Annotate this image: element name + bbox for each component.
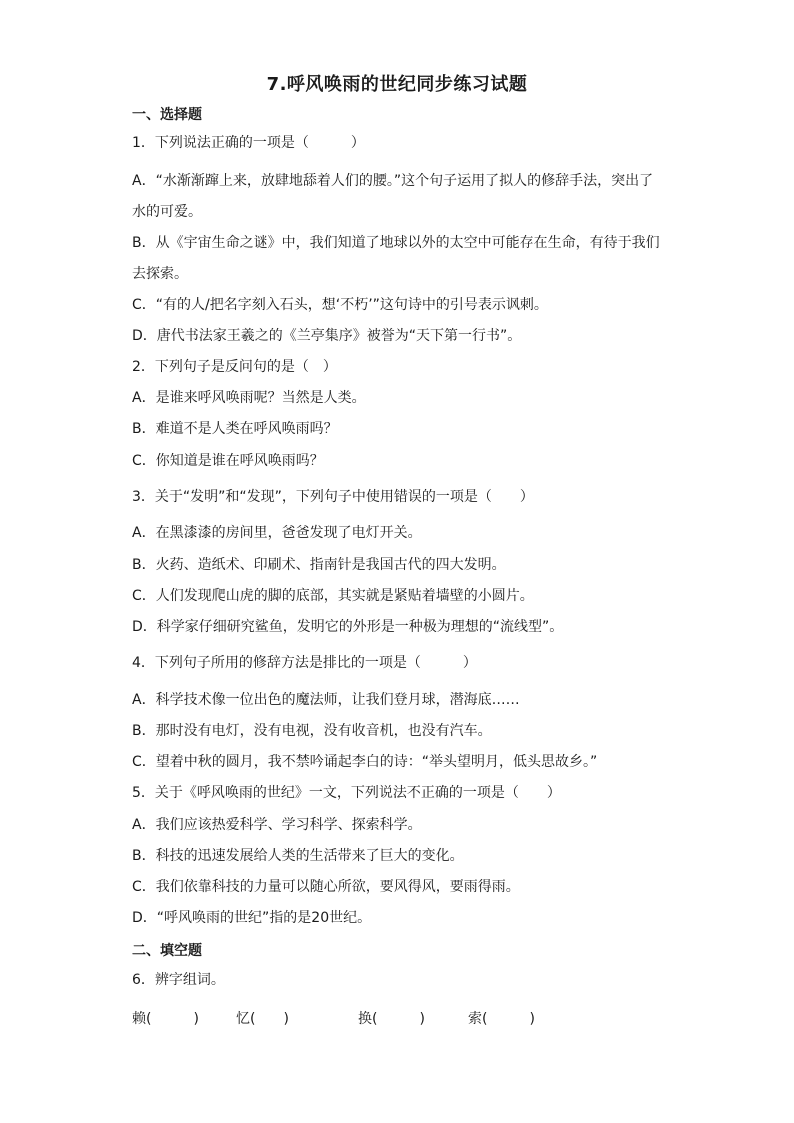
question-6-stem: 6．辨字组词。 — [132, 972, 225, 988]
question-1-option-b: B．从《宇宙生命之谜》中，我们知道了地球以外的太空中可能存在生命，有待于我们 — [132, 235, 660, 251]
question-3-option-d: D．科学家仔细研究鲨鱼，发明它的外形是一种极为理想的“流线型”。 — [132, 619, 564, 635]
question-2-option-b: B．难道不是人类在呼风唤雨吗？ — [132, 421, 338, 437]
question-5-stem: 5．关于《呼风唤雨的世纪》一文，下列说法不正确的一项是（ ） — [132, 785, 561, 801]
question-2-option-a: A．是谁来呼风唤雨呢？当然是人类。 — [132, 390, 366, 406]
question-5-option-c: C．我们依靠科技的力量可以随心所欲，要风得风，要雨得雨。 — [132, 879, 520, 895]
question-3-option-c: C．人们发现爬山虎的脚的底部，其实就是紧贴着墙壁的小圆片。 — [132, 588, 534, 604]
word-blank-huan[interactable]: 换( ) — [358, 1011, 425, 1027]
question-1-option-d: D．唐代书法家王羲之的《兰亭集序》被誉为“天下第一行书”。 — [132, 328, 522, 344]
word-blank-lai[interactable]: 赖( ) — [132, 1011, 199, 1027]
question-2-option-c: C．你知道是谁在呼风唤雨吗？ — [132, 453, 324, 469]
question-1-option-b-cont: 去探索。 — [132, 266, 188, 282]
word-groups-row — [132, 1008, 672, 1030]
question-1-option-a-cont: 水的可爱。 — [132, 204, 202, 220]
question-4-option-c: C．望着中秋的圆月，我不禁吟诵起李白的诗：“举头望明月，低头思故乡。” — [132, 754, 598, 770]
question-5-option-d: D．“呼风唤雨的世纪”指的是20世纪。 — [132, 910, 372, 926]
word-blank-suo[interactable]: 索( ) — [468, 1011, 535, 1027]
question-3-option-a: A．在黑漆漆的房间里，爸爸发现了电灯开关。 — [132, 525, 422, 541]
section-heading-choice: 一、选择题 — [132, 107, 202, 123]
question-4-stem: 4．下列句子所用的修辞方法是排比的一项是（ ） — [132, 655, 477, 671]
word-blank-yi[interactable]: 忆( ) — [236, 1011, 289, 1027]
question-5-option-a: A．我们应该热爱科学、学习科学、探索科学。 — [132, 817, 422, 833]
question-1-option-c: C．“有的人/把名字刻入石头，想‘不朽’”这句诗中的引号表示讽刺。 — [132, 297, 548, 313]
question-5-option-b: B．科技的迅速发展给人类的生活带来了巨大的变化。 — [132, 848, 464, 864]
question-3-option-b: B．火药、造纸术、印刷术、指南针是我国古代的四大发明。 — [132, 557, 506, 573]
page-title: 7.呼风唤雨的世纪同步练习试题 — [266, 74, 528, 95]
question-3-stem: 3．关于“发明”和“发现”，下列句子中使用错误的一项是（ ） — [132, 489, 534, 505]
question-4-option-b: B．那时没有电灯，没有电视，没有收音机，也没有汽车。 — [132, 723, 492, 739]
section-heading-fill-blank: 二、填空题 — [132, 943, 202, 959]
question-1-stem: 1．下列说法正确的一项是（ ） — [132, 135, 365, 151]
question-1-option-a: A．“水渐渐蹿上来，放肆地舔着人们的腰。”这个句子运用了拟人的修辞手法，突出了 — [132, 173, 654, 189]
question-4-option-a: A．科学技术像一位出色的魔法师，让我们登月球，潜海底…… — [132, 692, 520, 708]
question-2-stem: 2．下列句子是反问句的是（ ） — [132, 359, 337, 375]
